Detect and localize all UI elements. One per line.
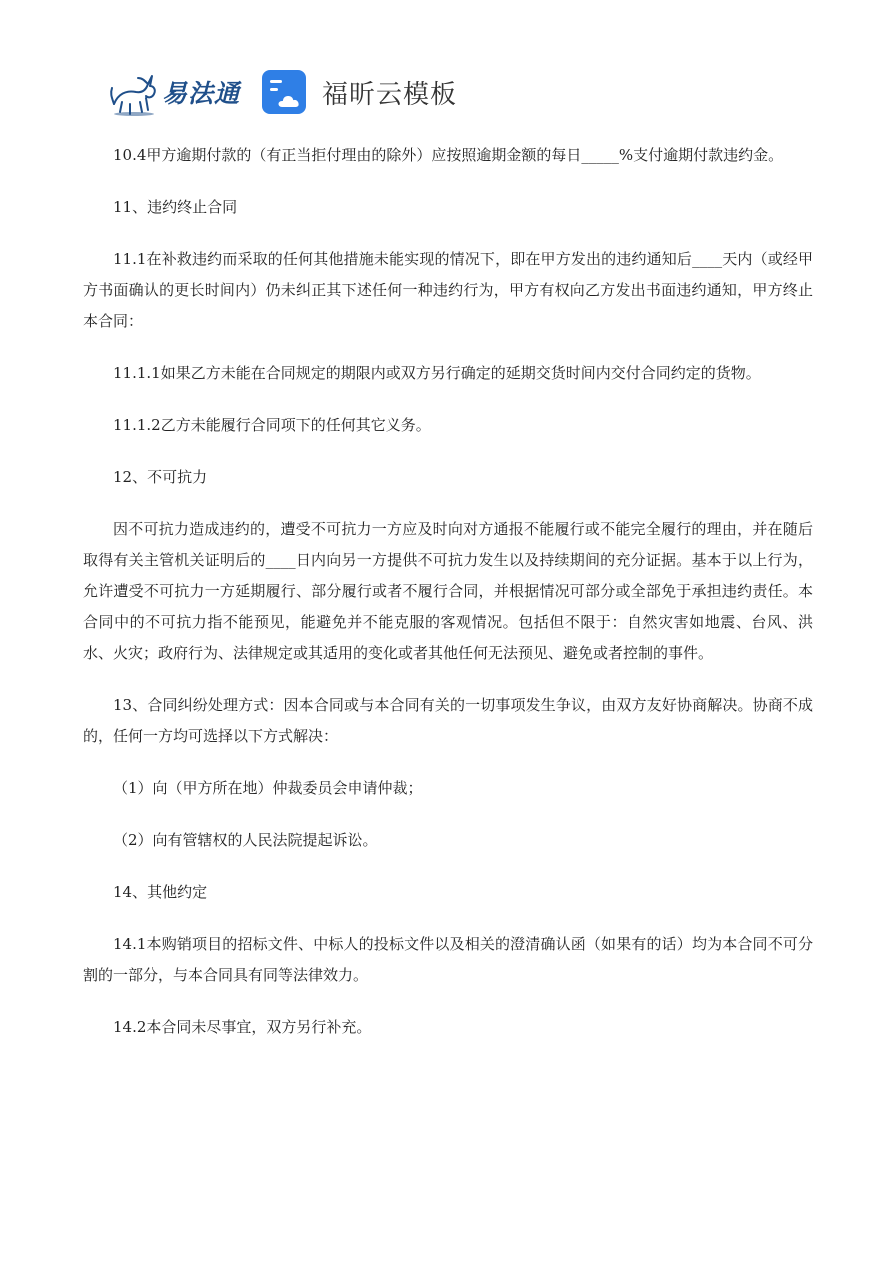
clause-14-2: 14.2本合同未尽事宜，双方另行补充。: [113, 1018, 372, 1036]
clause-13: 13、合同纠纷处理方式：因本合同或与本合同有关的一切事项发生争议，由双方友好协商解决。协商不成的，任何一方均可选择以下方式解决：: [83, 696, 813, 745]
yifatong-logo: [108, 64, 240, 120]
clause-12-force-majeure: 因不可抗力造成违约的，遭受不可抗力一方应及时向对方通报不能履行或不能完全履行的理由，并在随后取得有关主管机关证明后的____日内向另一方提供不可抗力发生以及持续期间的充分证据。基本于以上行为，允许遭受不可抗力一方延期履行、部分履行或者不履行合同，并根据情况可部分或全部免于承担违约责任。本合同中的不可抗力指不能预见，能避免并不能克服的客观情况。包括但不限于：自然灾害如地震、台风、洪水、火灾；政府行为、法律规定或其适用的变化或者其他任何无法预见、避免或者控制的事件。: [83, 520, 813, 662]
clause-10-4: 10.4甲方逾期付款的（有正当拒付理由的除外）应按照逾期金额的每日_____%支付逾期付款违约金。: [113, 146, 784, 164]
yifatong-logo-text: 易法通: [162, 79, 241, 108]
clause-13-option-2: （2）向有管辖权的人民法院提起诉讼。: [113, 831, 378, 849]
fuxin-logo-text: 福昕云模板: [322, 79, 458, 110]
clause-11-1-2: 11.1.2乙方未能履行合同项下的任何其它义务。: [113, 416, 431, 434]
clause-11-1-1: 11.1.1如果乙方未能在合同规定的期限内或双方另行确定的延期交货时间内交付合同约定的货物。: [113, 364, 761, 382]
fuxin-logo: [262, 64, 457, 120]
cloud-document-icon: [262, 68, 310, 116]
heading-14: 14、其他约定: [113, 883, 208, 901]
heading-12: 12、不可抗力: [113, 468, 208, 486]
unicorn-logo-icon: [108, 68, 160, 116]
clause-13-option-1: （1）向（甲方所在地）仲裁委员会申请仲裁；: [113, 779, 423, 797]
page-header: [108, 64, 457, 120]
document-body: [83, 140, 813, 1064]
clause-11-1: 11.1在补救违约而采取的任何其他措施未能实现的情况下，即在甲方发出的违约通知后____天内（或经甲方书面确认的更长时间内）仍未纠正其下述任何一种违约行为，甲方有权向乙方发出书面违约通知，甲方终止本合同：: [83, 250, 813, 330]
clause-14-1: 14.1本购销项目的招标文件、中标人的投标文件以及相关的澄清确认函（如果有的话）均为本合同不可分割的一部分，与本合同具有同等法律效力。: [83, 935, 813, 984]
heading-11: 11、违约终止合同: [113, 198, 238, 216]
